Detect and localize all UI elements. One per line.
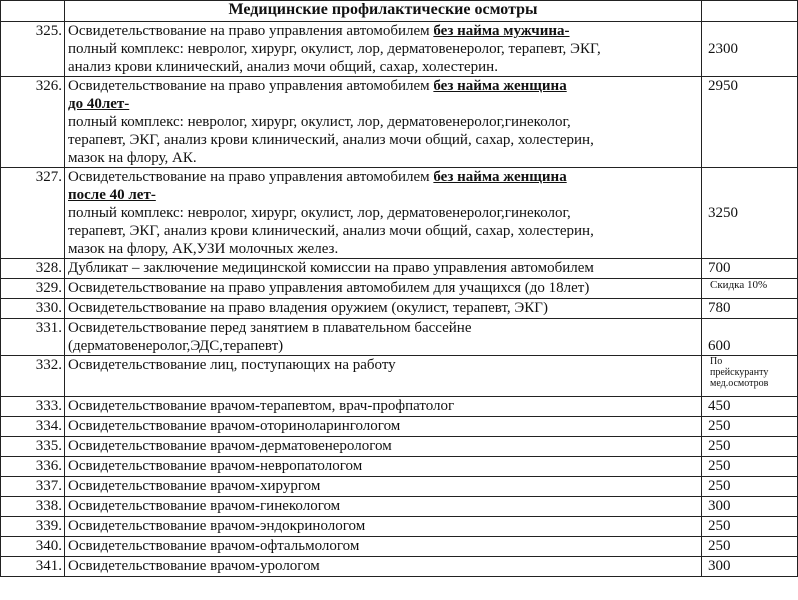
row-description: Освидетельствование врачом-эндокринологом	[65, 517, 702, 537]
row-price: 780	[702, 299, 798, 319]
row-number: 330.	[1, 299, 65, 319]
table-title: Медицинские профилактические осмотры	[65, 1, 702, 22]
table-row	[1, 77, 798, 168]
description-text: терапевт, ЭКГ, анализ крови клинический, анализ мочи общий, сахар, холестерин,	[68, 223, 594, 239]
row-number: 334.	[1, 417, 65, 437]
row-price: 450	[702, 397, 798, 417]
row-description: Освидетельствование врачом-терапевтом, врач-профпатолог	[65, 397, 702, 417]
table-row	[1, 319, 798, 356]
row-number: 326.	[1, 77, 65, 168]
row-number: 339.	[1, 517, 65, 537]
row-price: 2300	[702, 22, 798, 77]
row-description: Освидетельствование врачом-гинекологом	[65, 497, 702, 517]
row-price: 300	[702, 557, 798, 577]
row-number: 338.	[1, 497, 65, 517]
table-row	[1, 537, 798, 557]
table-row	[1, 477, 798, 497]
header-empty-num-cell	[1, 1, 65, 22]
table-row	[1, 497, 798, 517]
description-text: Освидетельствование на право управления автомобилем	[68, 23, 434, 39]
row-price: Скидка 10%	[702, 279, 798, 299]
table-row	[1, 457, 798, 477]
row-price: 250	[702, 517, 798, 537]
row-number: 329.	[1, 279, 65, 299]
description-text: мазок на флору, АК,УЗИ молочных желез.	[68, 241, 339, 257]
description-emphasis: без найма женщина	[433, 169, 567, 185]
row-number: 337.	[1, 477, 65, 497]
row-description: Освидетельствование врачом-оториноларингологом	[65, 417, 702, 437]
row-number: 333.	[1, 397, 65, 417]
description-text: Освидетельствование на право управления автомобилем	[68, 169, 434, 185]
row-description	[65, 319, 702, 356]
row-description: Освидетельствование лиц, поступающих на работу	[65, 356, 702, 397]
row-description	[65, 168, 702, 259]
description-text: Освидетельствование перед занятием в плавательном бассейне	[68, 320, 472, 336]
row-number: 325.	[1, 22, 65, 77]
description-text: (дерматовенеролог,ЭДС,терапевт)	[68, 338, 284, 354]
row-number: 340.	[1, 537, 65, 557]
price-note: мед.осмотров	[710, 378, 769, 389]
row-price: 2950	[702, 77, 798, 168]
row-description: Освидетельствование на право владения оружием (окулист, терапевт, ЭКГ)	[65, 299, 702, 319]
description-text: терапевт, ЭКГ, анализ крови клинический, анализ мочи общий, сахар, холестерин,	[68, 132, 594, 148]
row-number: 336.	[1, 457, 65, 477]
description-text: мазок на флору, АК.	[68, 150, 197, 166]
row-price: 250	[702, 437, 798, 457]
row-description: Освидетельствование врачом-хирургом	[65, 477, 702, 497]
row-description	[65, 22, 702, 77]
row-price: 250	[702, 417, 798, 437]
row-number: 327.	[1, 168, 65, 259]
row-number: 341.	[1, 557, 65, 577]
row-description: Освидетельствование врачом-офтальмологом	[65, 537, 702, 557]
row-description: Освидетельствование врачом-дерматовенерологом	[65, 437, 702, 457]
row-price: 600	[702, 319, 798, 356]
table-row	[1, 168, 798, 259]
description-text: Освидетельствование на право управления автомобилем	[68, 78, 434, 94]
row-price: 250	[702, 457, 798, 477]
table-row	[1, 397, 798, 417]
row-price: 300	[702, 497, 798, 517]
table-row	[1, 22, 798, 77]
table-row	[1, 517, 798, 537]
table-header-row	[1, 1, 798, 22]
row-description: Освидетельствование врачом-урологом	[65, 557, 702, 577]
row-number: 331.	[1, 319, 65, 356]
description-text: полный комплекс: невролог, хирург, окулист, лор, дерматовенеролог,гинеколог,	[68, 114, 571, 130]
row-description: Дубликат – заключение медицинской комиссии на право управления автомобилем	[65, 259, 702, 279]
description-emphasis: после 40 лет-	[68, 187, 156, 203]
description-emphasis: до 40лет-	[68, 96, 130, 112]
row-number: 332.	[1, 356, 65, 397]
row-price: 700	[702, 259, 798, 279]
table-row	[1, 437, 798, 457]
description-emphasis: без найма женщина	[433, 78, 567, 94]
table-row	[1, 417, 798, 437]
row-description: Освидетельствование на право управления автомобилем для учащихся (до 18лет)	[65, 279, 702, 299]
price-note: прейскуранту	[710, 367, 769, 378]
description-text: полный комплекс: невролог, хирург, окулист, лор, дерматовенеролог, терапевт, ЭКГ,	[68, 41, 601, 57]
description-text: анализ крови клинический, анализ мочи общий, сахар, холестерин.	[68, 59, 498, 75]
table-row	[1, 356, 798, 397]
row-price: 250	[702, 537, 798, 557]
description-emphasis: без найма мужчина-	[433, 23, 570, 39]
row-number: 328.	[1, 259, 65, 279]
row-description: Освидетельствование врачом-невропатологом	[65, 457, 702, 477]
table-row	[1, 279, 798, 299]
row-price	[702, 356, 798, 397]
row-price: 250	[702, 477, 798, 497]
table-row	[1, 557, 798, 577]
row-price: 3250	[702, 168, 798, 259]
row-description	[65, 77, 702, 168]
table-row	[1, 299, 798, 319]
row-number: 335.	[1, 437, 65, 457]
header-empty-price-cell	[702, 1, 798, 22]
description-text: полный комплекс: невролог, хирург, окулист, лор, дерматовенеролог,гинеколог,	[68, 205, 571, 221]
table-row	[1, 259, 798, 279]
price-note: По	[710, 356, 723, 367]
